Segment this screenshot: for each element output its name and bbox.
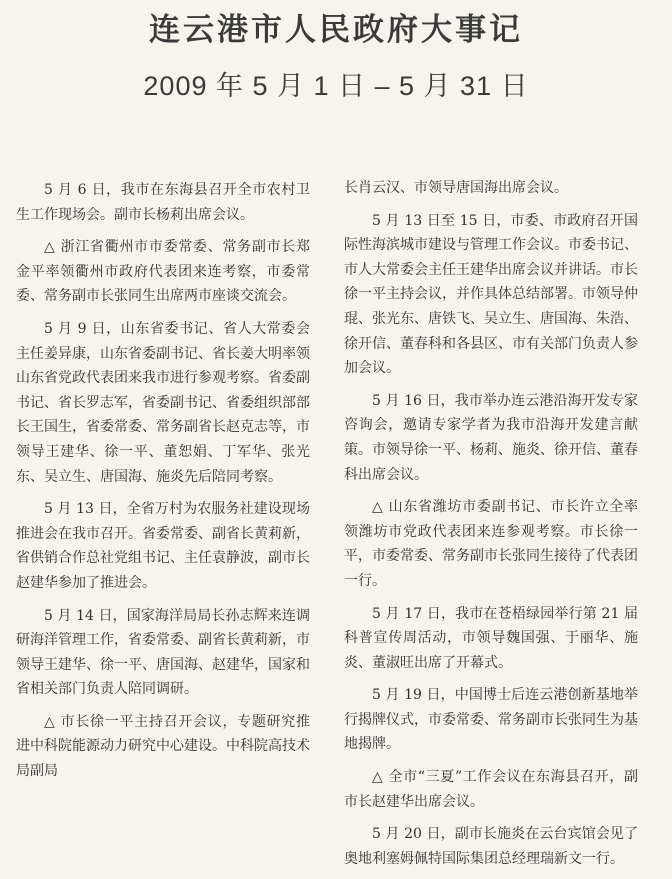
paragraph-continued: 长肖云汉、市领导唐国海出席会议。 <box>344 180 568 196</box>
paragraph: 5 月 9 日，山东省委书记、省人大常委会主任姜异康，山东省委副书记、省长姜大明率领山东省党政代表团来我市进行参观考察。省委副书记、省长罗志军，省委副书记、省委组织部部长王国生，省委常委、常务副省长赵克志等，市领导王建华、徐一平、董恕娟、丁军华、张光东、吴立生、唐国海、施炎先后陪同考察。 <box>16 320 310 485</box>
right-column <box>344 176 638 879</box>
date-range-subtitle: 2009 年 5 月 1 日 – 5 月 31 日 <box>143 71 529 101</box>
paragraph: 5 月 17 日，我市在苍梧绿园举行第 21 届科普宣传周活动，市领导魏国强、于丽华、施炎、董淑旺出席了开幕式。 <box>344 605 638 671</box>
left-column <box>16 178 310 792</box>
paragraph: △ 山东省潍坊市委副书记、市长许立全率领潍坊市党政代表团来连参观考察。市长徐一平，市委常委、常务副市长张同生接待了代表团一行。 <box>344 499 638 589</box>
paragraph: 5 月 20 日，副市长施炎在云台宾馆会见了奥地利塞姆佩特国际集团总经理瑞新文一行。 <box>344 826 638 867</box>
paragraph: 5 月 14 日，国家海洋局局长孙志辉来连调研海洋管理工作，省委常委、副省长黄莉新，市领导王建华、徐一平、唐国海、赵建华，国家和省相关部门负责人陪同调研。 <box>16 607 310 698</box>
paragraph: △ 市长徐一平主持召开会议，专题研究推进中科院能源动力研究中心建设。中科院高技术局副局 <box>16 713 310 780</box>
paragraph: 5 月 13 日，全省万村为农服务社建设现场推进会在我市召开。省委常委、副省长黄莉新，省供销合作总社党组书记、主任袁静波，副市长赵建华参加了推进会。 <box>16 501 310 591</box>
paragraph: 5 月 16 日，我市举办连云港沿海开发专家咨询会，邀请专家学者为我市沿海开发建言献策。市领导徐一平、杨莉、施炎、徐开信、董春科出席会议。 <box>344 392 638 483</box>
page-title: 连云港市人民政府大事记 <box>149 12 523 48</box>
paragraph: 5 月 6 日，我市在东海县召开全市农村卫生工作现场会。副市长杨莉出席会议。 <box>16 182 310 223</box>
paragraph: △ 浙江省衢州市市委常委、常务副市长郑金平率领衢州市政府代表团来连考察，市委常委、常务副市长张同生出席两市座谈交流会。 <box>16 239 310 305</box>
paragraph: △ 全市“三夏”工作会议在东海县召开，副市长赵建华出席会议。 <box>344 769 638 810</box>
paragraph: 5 月 19 日，中国博士后连云港创新基地举行揭牌仪式，市委常委、常务副市长张同生为基地揭牌。 <box>344 687 638 753</box>
paragraph: 5 月 13 日至 15 日，市委、市政府召开国际性海滨城市建设与管理工作会议。市委书记、市人大常委会主任王建华出席会议并讲话。市长徐一平主持会议，并作具体总结部署。市领导仲琨、张光东、唐铁飞、吴立生、唐国海、朱浩、徐开信、董春科和各县区、市有关部门负责人参加会议。 <box>344 212 638 377</box>
